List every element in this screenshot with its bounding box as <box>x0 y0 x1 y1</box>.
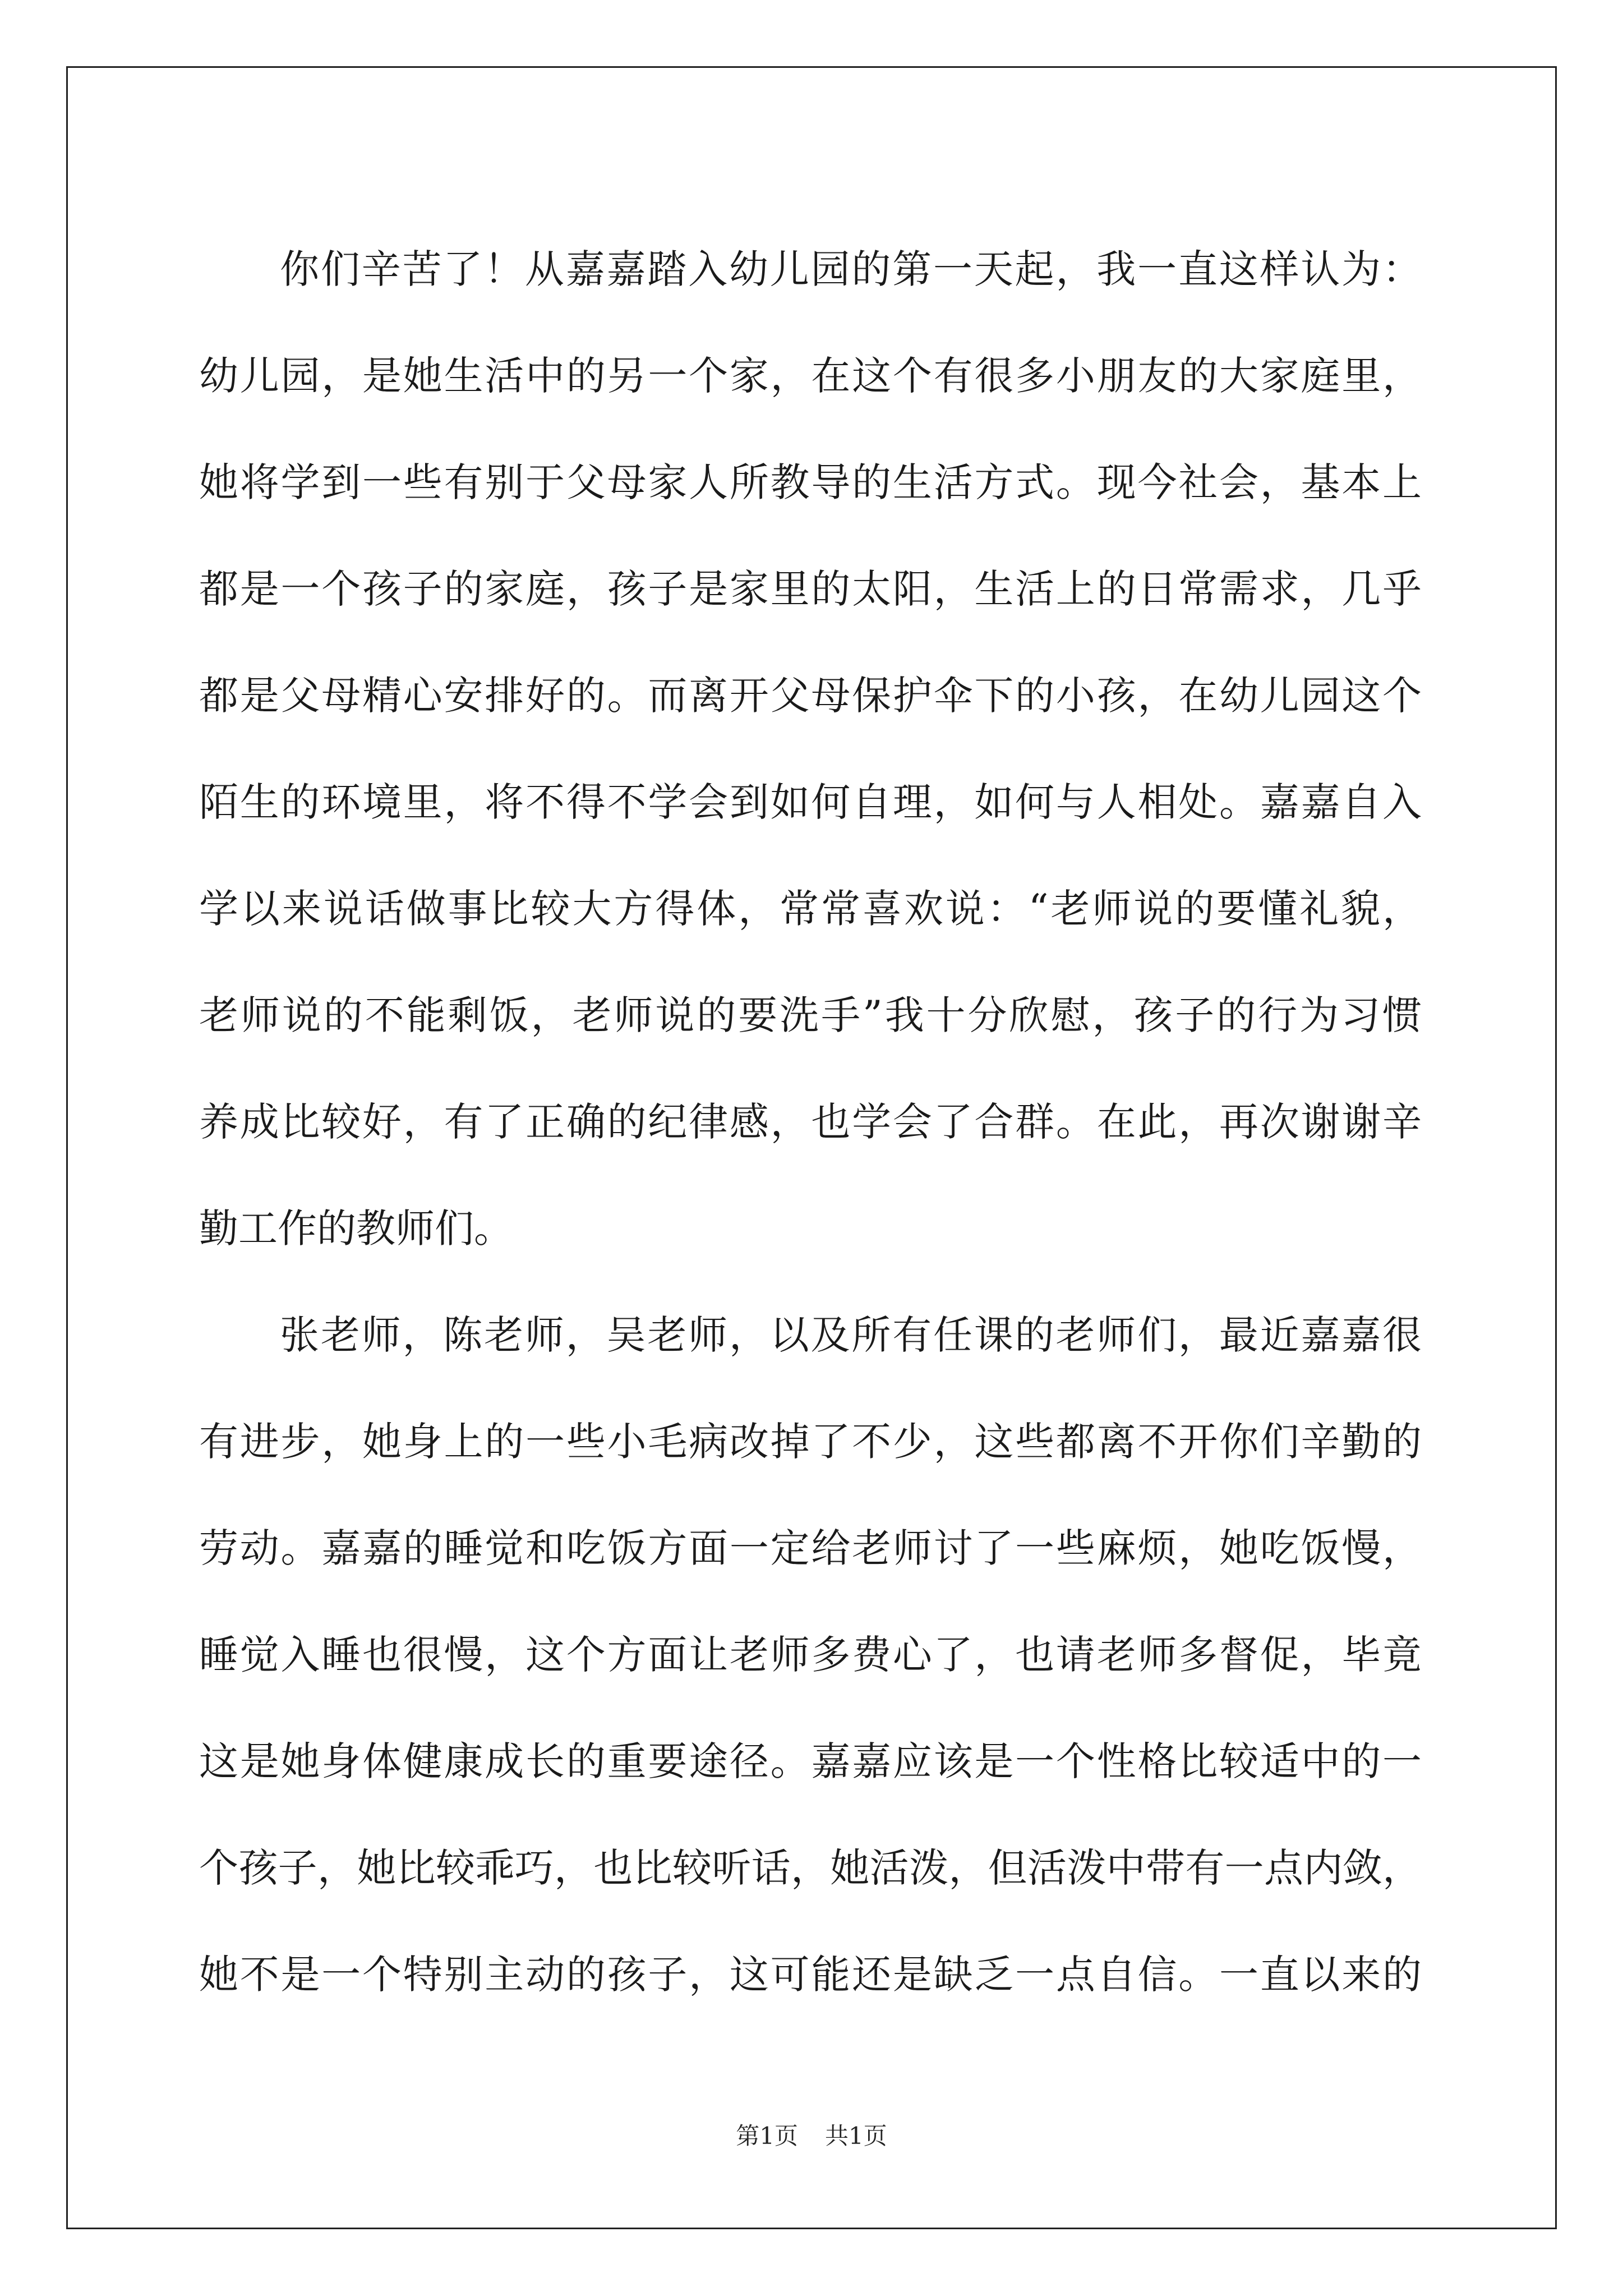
text-line: 养成比较好，有了正确的纪律感，也学会了合群。在此，再次谢谢辛 <box>199 1099 1422 1145</box>
text-line: 她不是一个特别主动的孩子，这可能还是缺乏一点自信。一直以来的 <box>199 1952 1422 1998</box>
text-line: 老师说的不能剩饭，老师说的要洗手”我十分欣慰，孩子的行为习惯 <box>199 992 1422 1038</box>
document-body <box>199 216 1422 2028</box>
text-line: 张老师，陈老师，吴老师，以及所有任课的老师们，最近嘉嘉很 <box>280 1312 1422 1358</box>
text-line: 学以来说话做事比较大方得体，常常喜欢说：“老师说的要懂礼貌， <box>199 886 1422 932</box>
text-line: 个孩子，她比较乖巧，也比较听话，她活泼，但活泼中带有一点内敛， <box>199 1845 1422 1891</box>
page-number-total: 共1页 <box>825 2122 887 2150</box>
text-line: 勤工作的教师们。 <box>199 1205 513 1251</box>
page-number-current: 第1页 <box>736 2122 798 2150</box>
text-line: 你们辛苦了！从嘉嘉踏入幼儿园的第一天起，我一直这样认为： <box>280 246 1422 292</box>
page-footer <box>0 2119 1623 2153</box>
text-line: 陌生的环境里，将不得不学会到如何自理，如何与人相处。嘉嘉自入 <box>199 779 1422 825</box>
text-line: 都是一个孩子的家庭，孩子是家里的太阳，生活上的日常需求，几乎 <box>199 566 1422 612</box>
text-line: 有进步，她身上的一些小毛病改掉了不少，这些都离不开你们辛勤的 <box>199 1419 1422 1465</box>
text-line: 睡觉入睡也很慢，这个方面让老师多费心了，也请老师多督促，毕竟 <box>199 1632 1422 1678</box>
text-line: 幼儿园，是她生活中的另一个家，在这个有很多小朋友的大家庭里， <box>199 353 1422 399</box>
text-line: 这是她身体健康成长的重要途径。嘉嘉应该是一个性格比较适中的一 <box>199 1738 1422 1784</box>
text-line: 她将学到一些有别于父母家人所教导的生活方式。现今社会，基本上 <box>199 459 1422 505</box>
text-line: 都是父母精心安排好的。而离开父母保护伞下的小孩，在幼儿园这个 <box>199 673 1422 719</box>
text-line: 劳动。嘉嘉的睡觉和吃饭方面一定给老师讨了一些麻烦，她吃饭慢， <box>199 1525 1422 1571</box>
